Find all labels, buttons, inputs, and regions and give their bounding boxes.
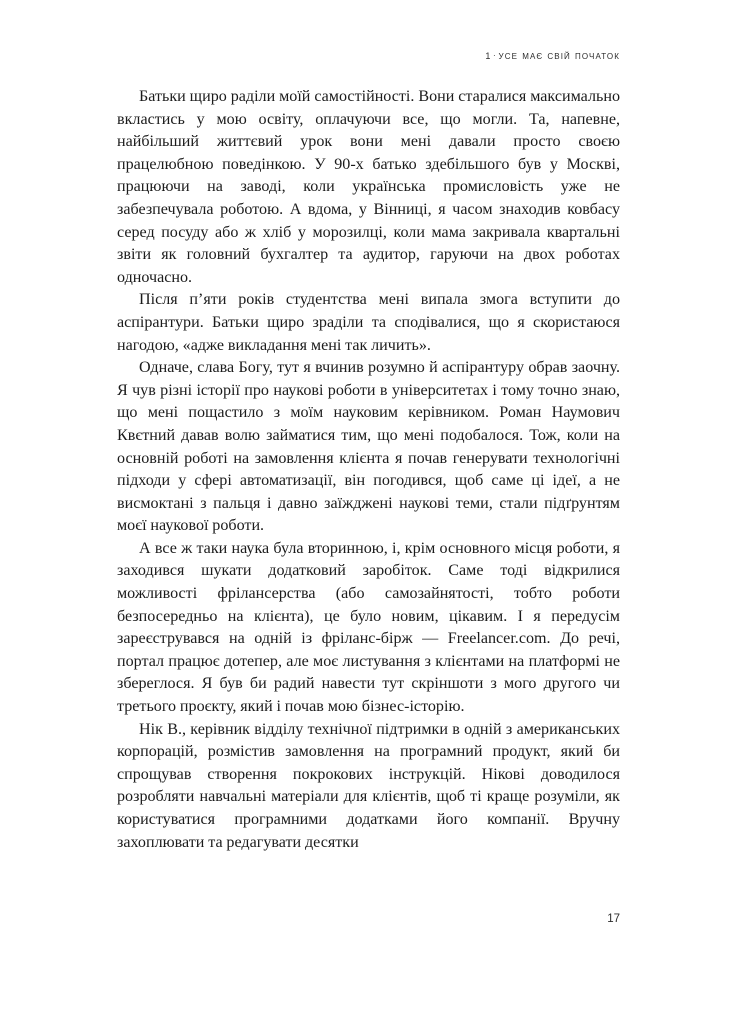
- running-header: [117, 50, 620, 63]
- page-number: 17: [607, 913, 620, 925]
- header-chapter-title: усе має свій початок: [498, 50, 620, 62]
- paragraph: Одначе, слава Богу, тут я вчинив розумно й аспірантуру обрав заочну. Я чув різні історії про наукові роботи в університетах і тому точно знаю, що мені пощастило з моїм науковим керівником. Роман Наумович Квєтний давав волю займатися тим, що мені подобалося. Тож, коли на основній роботі на замовлення клієнта я почав генерувати технологічні підходи у сфері автоматизації, він погодився, щоб саме ці ідеї, а не висмоктані з пальця і давно заїжджені наукові теми, стали підґрунтям моєї наукової роботи.: [117, 359, 620, 535]
- body-text-block: [117, 86, 620, 854]
- paragraph: Нік В., керівник відділу технічної підтримки в одній з американських корпорацій, розмістив замовлення на програмний продукт, який би спрощував створення покрокових інструкцій. Нікові доводилося розробляти навчальні матеріали для клієнтів, щоб ті краще розуміли, як користуватися програмними додатками його компанії. Вручну захоплювати та редагувати десятки: [117, 720, 620, 851]
- paragraph: А все ж таки наука була вторинною, і, крім основного місця роботи, я заходився шукати додатковий заробіток. Саме тоді відкрилися можливості фрілансерства (або самозайнятості, тобто роботи безпосередньо на клієнта), це було новим, цікавим. І я передусім зареєструвався на одній із фріланс-бірж — Freelancer.com. До речі, портал працює дотепер, але моє листування з клієнтами на платформі не збереглося. Я був би радий навести тут скріншоти з мого другого чи третього проєкту, який і почав мою бізнес-історію.: [117, 539, 620, 716]
- header-chapter-number: 1: [485, 51, 491, 61]
- header-separator: ·: [492, 51, 497, 60]
- paragraph: Батьки щиро раділи моїй самостійності. Вони старалися максимально вкластись у мою освіту, оплачуючи все, що могли. Та, напевне, найбільший життєвий урок вони мені давали просто своєю працелюбною поведінкою. У 90-х батько здебільшого був у Москві, працюючи на заводі, коли українська промисловість уже не забезпечувала роботою. А вдома, у Вінниці, я часом знаходив ковбасу серед посуду або ж хліб у морозилці, коли мама закривала квартальні звіти як головний бухгалтер та аудитор, гаруючи на двох роботах одночасно.: [117, 88, 620, 286]
- paragraph: Після п’яти років студентства мені випала змога вступити до аспірантури. Батьки щиро зраділи та сподівалися, що я скористаюся нагодою, «адже викладання мені так личить».: [117, 291, 620, 354]
